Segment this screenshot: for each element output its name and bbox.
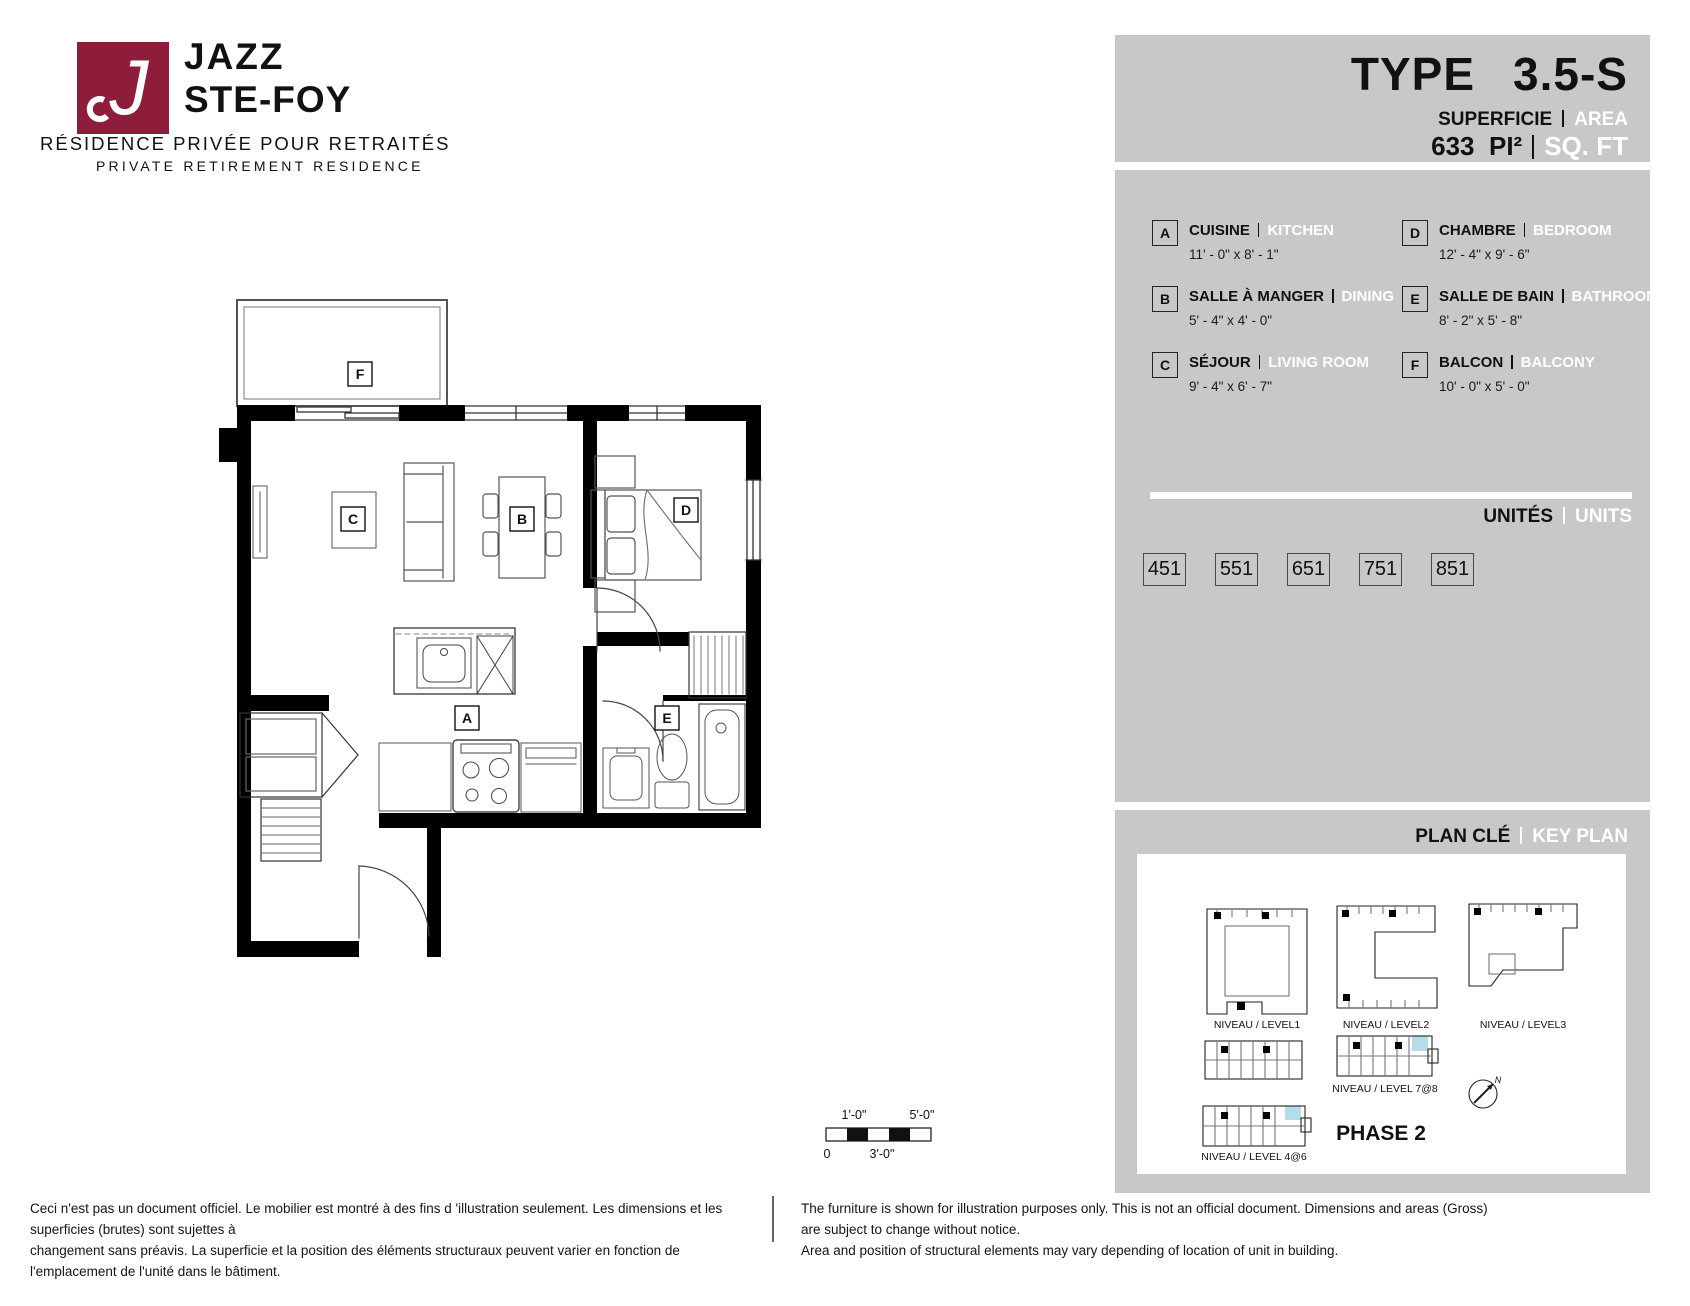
divider-bar <box>1562 289 1564 303</box>
legend-key-box: D <box>1402 220 1428 246</box>
legend-name-fr: BALCON <box>1439 354 1504 371</box>
legend-name-en: KITCHEN <box>1267 222 1335 239</box>
legend-dims: 9' - 4" x 6' - 7" <box>1189 379 1273 394</box>
legend-key-box: A <box>1152 220 1178 246</box>
legend-item-bathroom <box>1402 288 1659 354</box>
keyplan-drawing-box <box>1137 854 1626 1174</box>
keyplan-level3-label: NIVEAU / LEVEL3 <box>1479 1019 1567 1031</box>
divider-bar <box>1563 507 1565 524</box>
scale-bar <box>818 1106 950 1164</box>
toilet <box>655 734 689 808</box>
legend-name-en: BALCONY <box>1520 354 1595 371</box>
keyplan-panel <box>1115 810 1650 1193</box>
disclaimer-english <box>801 1199 1506 1262</box>
keyplan-level1-outline <box>1207 909 1307 1014</box>
legend-name-fr: CUISINE <box>1189 222 1250 239</box>
room-label-bedroom: D <box>680 502 692 518</box>
storage-closet <box>240 713 358 797</box>
jazz-monogram-icon <box>77 42 169 134</box>
units-label-en: UNITS <box>1575 506 1632 527</box>
keyplan-label-fr: PLAN CLÉ <box>1415 826 1511 847</box>
white-divider-rule <box>1150 492 1632 499</box>
window-living <box>465 406 567 420</box>
type-value: 3.5-S <box>1513 48 1628 100</box>
divider-bar <box>1562 110 1564 127</box>
bottom-wall <box>379 813 761 828</box>
room-label-kitchen: A <box>461 710 473 726</box>
area-unit-fr: PI² <box>1488 131 1523 161</box>
type-header-panel <box>1115 35 1650 162</box>
dishwasher <box>521 743 581 812</box>
unit-number-badge: 451 <box>1143 553 1186 586</box>
legend-item-kitchen <box>1152 222 1402 288</box>
phase-label: PHASE 2 <box>1336 1122 1426 1145</box>
keyplan-drawing <box>1137 854 1626 1174</box>
unit-floorplan-drawing <box>214 288 770 960</box>
left-exterior-wall <box>237 421 441 957</box>
entry-door <box>359 866 429 938</box>
bedroom-closet-hangers <box>689 632 746 698</box>
linen-shelves <box>261 799 321 861</box>
keyplan-level2-label: NIVEAU / LEVEL2 <box>1342 1019 1430 1031</box>
legend-name-fr: SALLE À MANGER <box>1189 288 1324 305</box>
legend-dims: 11' - 0" x 8' - 1" <box>1189 247 1279 262</box>
units-label-fr: UNITÉS <box>1483 506 1553 527</box>
keyplan-heading <box>1415 826 1628 848</box>
kitchen-counter <box>379 743 451 811</box>
scale-bar-segments <box>826 1128 931 1141</box>
room-label-living: C <box>347 511 359 527</box>
divider-bar <box>1532 135 1534 159</box>
units-heading <box>1483 506 1632 528</box>
unit-number-badge: 751 <box>1359 553 1402 586</box>
disclaimer-en-line2: Area and position of structural elements may vary depending of location of unit in building. <box>801 1242 1339 1258</box>
sofa <box>404 463 454 581</box>
legend-dims: 10' - 0" x 5' - 0" <box>1439 379 1530 394</box>
type-label: TYPE <box>1350 48 1476 100</box>
unit-number-badge: 651 <box>1287 553 1330 586</box>
legend-key-box: E <box>1402 286 1428 312</box>
legend-key-box: B <box>1152 286 1178 312</box>
room-label-bathroom: E <box>662 710 672 726</box>
legend-name-fr: CHAMBRE <box>1439 222 1516 239</box>
unit-number-badge: 851 <box>1431 553 1474 586</box>
divider-bar <box>1511 355 1513 369</box>
legend-dims: 8' - 2" x 5' - 8" <box>1439 313 1523 328</box>
area-value-row <box>1431 131 1628 162</box>
keyplan-level78-outline <box>1337 1036 1438 1076</box>
disclaimer-fr-line2: changement sans préavis. La superficie et la position des éléments structuraux peuvent varier en fonction de l'emplacement de l'unité dans le bâtiment. <box>30 1242 680 1279</box>
area-label-row <box>1438 109 1628 131</box>
brand-logo <box>77 42 169 134</box>
legend-grid <box>1152 222 1659 420</box>
type-title <box>1351 47 1628 101</box>
legend-item-living <box>1152 354 1402 420</box>
stove <box>453 740 519 812</box>
unit-numbers-row <box>1143 553 1474 586</box>
svg-text:J: J <box>109 43 149 131</box>
legend-key-box: C <box>1152 352 1178 378</box>
room-label-balcony: F <box>355 366 365 382</box>
keyplan-bar-upper-left <box>1205 1041 1302 1079</box>
area-label-fr: SUPERFICIE <box>1438 109 1553 130</box>
unit-number-badge: 551 <box>1215 553 1258 586</box>
legend-item-dining <box>1152 288 1402 354</box>
brand-subtitle-en: PRIVATE RETIREMENT RESIDENCE <box>96 158 424 174</box>
legend-name-en: BATHROOM <box>1571 288 1659 305</box>
brand-name-line2: STE-FOY <box>184 79 352 120</box>
bathtub <box>699 704 745 810</box>
legend-dims: 12' - 4" x 9' - 6" <box>1439 247 1530 262</box>
keyplan-level3-outline <box>1469 904 1577 986</box>
area-label-en: AREA <box>1574 109 1628 130</box>
area-value: 633 <box>1431 131 1475 161</box>
area-unit-en: SQ. FT <box>1544 131 1628 161</box>
disclaimer-french <box>30 1199 767 1283</box>
north-compass-icon <box>1469 1080 1497 1108</box>
legend-name-en: BEDROOM <box>1533 222 1612 239</box>
brand-subtitle-fr: RÉSIDENCE PRIVÉE POUR RETRAITÉS <box>40 133 451 154</box>
divider-bar <box>1524 223 1526 237</box>
scale-label-1ft: 1'-0" <box>841 1108 867 1122</box>
scale-label-0: 0 <box>823 1147 831 1161</box>
legend-name-fr: SÉJOUR <box>1189 354 1251 371</box>
keyplan-level46-outline <box>1203 1106 1311 1146</box>
keyplan-level78-label: NIVEAU / LEVEL 7@8 <box>1332 1083 1438 1095</box>
divider-bar <box>1520 827 1522 844</box>
tv-console <box>253 486 267 558</box>
kitchen-island <box>394 628 515 694</box>
keyplan-level46-label: NIVEAU / LEVEL 4@6 <box>1201 1151 1307 1163</box>
legend-panel <box>1115 170 1659 802</box>
balcony-sliding-door <box>295 407 399 420</box>
right-exterior-wall <box>746 421 761 828</box>
legend-dims: 5' - 4" x 4' - 0" <box>1189 313 1273 328</box>
keyplan-level2-outline <box>1337 906 1437 1008</box>
window-bedroom-top <box>629 406 685 420</box>
scale-label-5ft: 5'-0" <box>909 1108 935 1122</box>
kitchen-sink <box>423 645 465 682</box>
room-label-dining: B <box>516 511 528 527</box>
keyplan-label-en: KEY PLAN <box>1532 826 1628 847</box>
legend-name-en: LIVING ROOM <box>1268 354 1370 371</box>
footer-divider <box>772 1196 774 1242</box>
brand-wordmark <box>184 38 351 118</box>
balcony-outline <box>237 300 447 406</box>
legend-item-balcony <box>1402 354 1659 420</box>
legend-name-en: DINING <box>1341 288 1394 305</box>
divider-bar <box>1258 223 1260 237</box>
wall-pier <box>219 428 239 462</box>
scale-label-3ft: 3'-0" <box>869 1147 895 1161</box>
disclaimer-en-line1: The furniture is shown for illustration purposes only. This is not an official document. Dimensions and areas (Gross) are subject to change without notice. <box>801 1201 1488 1237</box>
keyplan-level1-label: NIVEAU / LEVEL1 <box>1213 1019 1301 1031</box>
brand-name-line1: JAZZ <box>184 36 285 77</box>
north-label: N <box>1494 1075 1502 1085</box>
bathroom-door <box>603 701 663 761</box>
legend-name-fr: SALLE DE BAIN <box>1439 288 1555 305</box>
legend-item-bedroom <box>1402 222 1659 288</box>
disclaimer-fr-line1: Ceci n'est pas un document officiel. Le mobilier est montré à des fins d 'illustration seulement. Les dimensions et les superficies (brutes) sont sujettes à <box>30 1201 723 1237</box>
legend-key-box: F <box>1402 352 1428 378</box>
interior-walls <box>583 421 746 813</box>
bathroom-vanity <box>603 748 649 808</box>
divider-bar <box>1332 289 1334 303</box>
divider-bar <box>1259 355 1261 369</box>
